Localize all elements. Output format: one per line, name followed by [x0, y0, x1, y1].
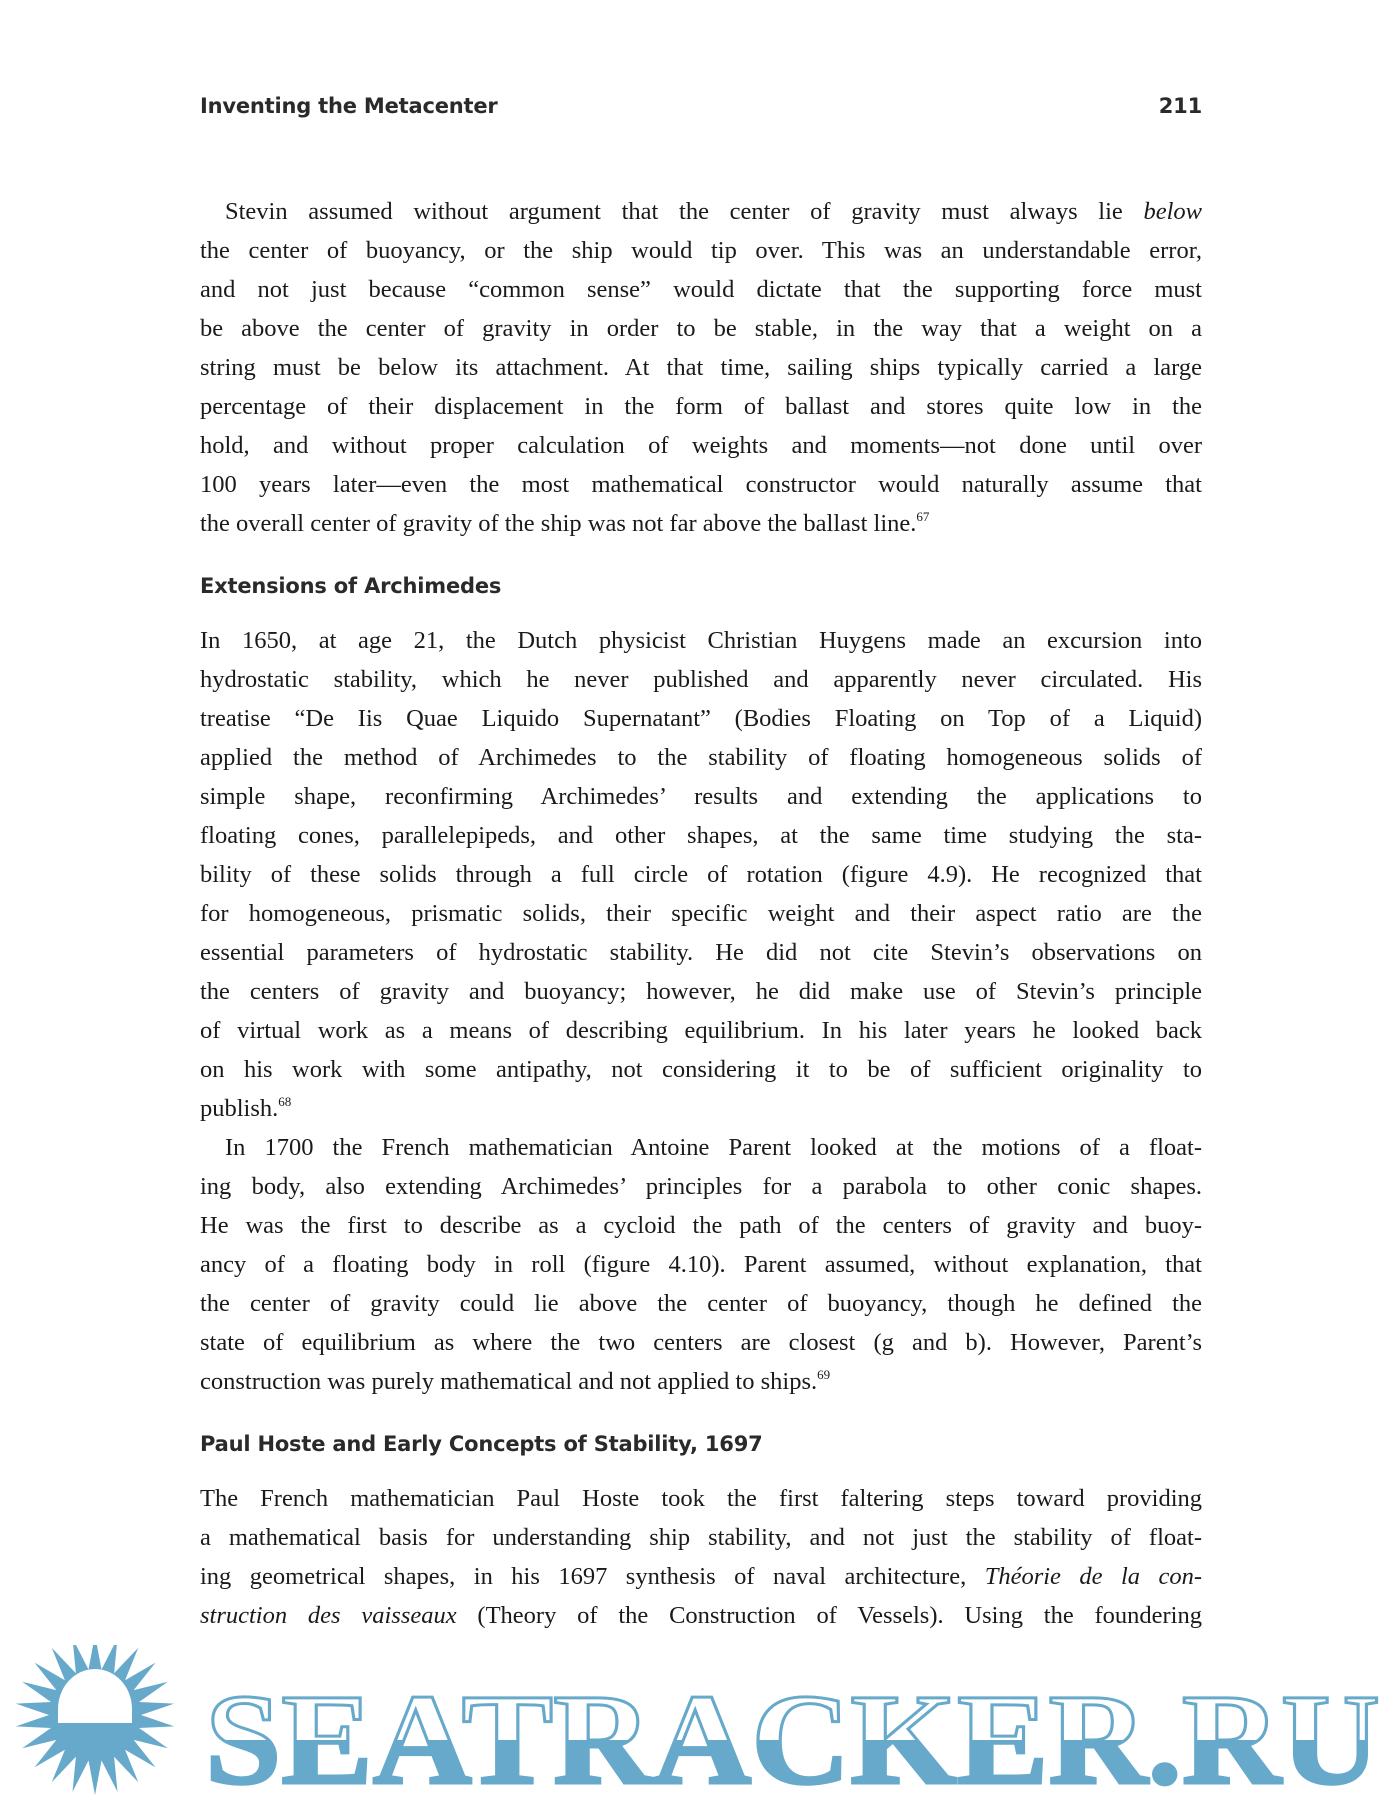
text-run: (Theory of the Construction of Vessels). Using the foundering: [456, 1602, 1202, 1629]
text-line: [200, 1362, 1202, 1401]
page-number: 211: [1158, 94, 1202, 118]
running-header: [200, 94, 1202, 118]
text-line: [200, 426, 1202, 465]
paragraph: [200, 1479, 1202, 1635]
text-run: bility of these solids through a full circle of rotation (figure 4.9). He recognized that: [200, 861, 1202, 888]
text-line: [200, 894, 1202, 933]
text-run: publish.: [200, 1095, 279, 1122]
text-line: [200, 1596, 1202, 1635]
text-line: [200, 933, 1202, 972]
text-run: the centers of gravity and buoyancy; however, he did make use of Stevin’s principle: [200, 978, 1202, 1005]
text-run: be above the center of gravity in order to be stable, in the way that a weight on a: [200, 315, 1202, 342]
text-line: [200, 231, 1202, 270]
text-line: [200, 816, 1202, 855]
watermark-text: SEATRACKER.RU: [205, 1668, 1380, 1800]
text-run: Théorie de la con-: [984, 1563, 1202, 1590]
text-line: [200, 465, 1202, 504]
text-line: [200, 348, 1202, 387]
text-run: the center of buoyancy, or the ship would tip over. This was an understandable error,: [200, 237, 1202, 264]
text-line: [200, 972, 1202, 1011]
text-run: essential parameters of hydrostatic stability. He did not cite Stevin’s observations on: [200, 939, 1202, 966]
text-run: percentage of their displacement in the form of ballast and stores quite low in the: [200, 393, 1202, 420]
text-run: state of equilibrium as where the two centers are closest (g and b). However, Parent’s: [200, 1329, 1202, 1356]
text-run: Stevin assumed without argument that the center of gravity must always lie: [225, 198, 1144, 225]
text-line: [200, 1245, 1202, 1284]
text-run: of virtual work as a means of describing equilibrium. In his later years he looked back: [200, 1017, 1202, 1044]
text-line: [200, 777, 1202, 816]
text-run: for homogeneous, prismatic solids, their specific weight and their aspect ratio are the: [200, 900, 1202, 927]
text-run: ancy of a floating body in roll (figure 4.10). Parent assumed, without explanation, that: [200, 1251, 1202, 1278]
footnote-ref: 68: [278, 1094, 292, 1109]
footnote-ref: 67: [916, 509, 930, 524]
text-line: [200, 1050, 1202, 1089]
text-line: [200, 1089, 1202, 1128]
text-line: [200, 1284, 1202, 1323]
text-run: simple shape, reconfirming Archimedes’ results and extending the applications to: [200, 783, 1202, 810]
text-run: the overall center of gravity of the ship was not far above the ballast line.: [200, 510, 917, 537]
text-run: below: [1143, 198, 1202, 225]
text-run: string must be below its attachment. At that time, sailing ships typically carried a large: [200, 354, 1202, 381]
text-line: [200, 621, 1202, 660]
paragraph: [200, 621, 1202, 1128]
text-line: [200, 699, 1202, 738]
text-line: [200, 1323, 1202, 1362]
text-run: and not just because “common sense” would dictate that the supporting force must: [200, 276, 1202, 303]
text-run: treatise “De Iis Quae Liquido Supernatant” (Bodies Floating on Top of a Liquid): [200, 705, 1202, 732]
text-run: the center of gravity could lie above the center of buoyancy, though he defined the: [200, 1290, 1202, 1317]
text-line: [200, 1557, 1202, 1596]
text-run: ing geometrical shapes, in his 1697 synthesis of naval architecture,: [200, 1563, 985, 1590]
text-run: struction des vaisseaux: [200, 1602, 457, 1629]
text-line: [200, 270, 1202, 309]
footnote-ref: 69: [817, 1367, 831, 1382]
text-run: He was the first to describe as a cycloid the path of the centers of gravity and buoy-: [200, 1212, 1202, 1239]
text-run: hold, and without proper calculation of weights and moments—not done until over: [200, 432, 1202, 459]
text-line: [200, 1128, 1202, 1167]
text-line: [200, 1518, 1202, 1557]
text-line: [200, 738, 1202, 777]
section-heading: Extensions of Archimedes: [200, 574, 502, 598]
text-line: [200, 855, 1202, 894]
text-line: [200, 1206, 1202, 1245]
text-run: hydrostatic stability, which he never published and apparently never circulated. His: [200, 666, 1202, 693]
text-line: [200, 1479, 1202, 1518]
text-run: a mathematical basis for understanding ship stability, and not just the stability of float-: [200, 1524, 1202, 1551]
text-run: floating cones, parallelepipeds, and other shapes, at the same time studying the sta-: [200, 822, 1202, 849]
text-run: In 1700 the French mathematician Antoine Parent looked at the motions of a float-: [225, 1134, 1202, 1161]
section-heading: Paul Hoste and Early Concepts of Stability, 1697: [200, 1432, 763, 1456]
text-line: [200, 387, 1202, 426]
text-run: ing body, also extending Archimedes’ principles for a parabola to other conic shapes.: [200, 1173, 1202, 1200]
paragraph: [200, 192, 1202, 543]
paragraph: [200, 1128, 1202, 1401]
text-run: In 1650, at age 21, the Dutch physicist Christian Huygens made an excursion into: [200, 627, 1202, 654]
text-run: 100 years later—even the most mathematical constructor would naturally assume that: [200, 471, 1202, 498]
text-line: [200, 192, 1202, 231]
text-line: [200, 1011, 1202, 1050]
text-line: [200, 309, 1202, 348]
watermark: [0, 1645, 1400, 1800]
text-run: on his work with some antipathy, not considering it to be of sufficient originality to: [200, 1056, 1202, 1083]
text-run: applied the method of Archimedes to the stability of floating homogeneous solids of: [200, 744, 1202, 771]
text-line: [200, 504, 1202, 543]
text-line: [200, 1167, 1202, 1206]
text-run: construction was purely mathematical and not applied to ships.: [200, 1368, 818, 1395]
text-run: The French mathematician Paul Hoste took the first faltering steps toward providing: [200, 1485, 1202, 1512]
text-line: [200, 660, 1202, 699]
sun-logo-icon: [16, 1645, 174, 1795]
running-title: Inventing the Metacenter: [200, 94, 498, 118]
